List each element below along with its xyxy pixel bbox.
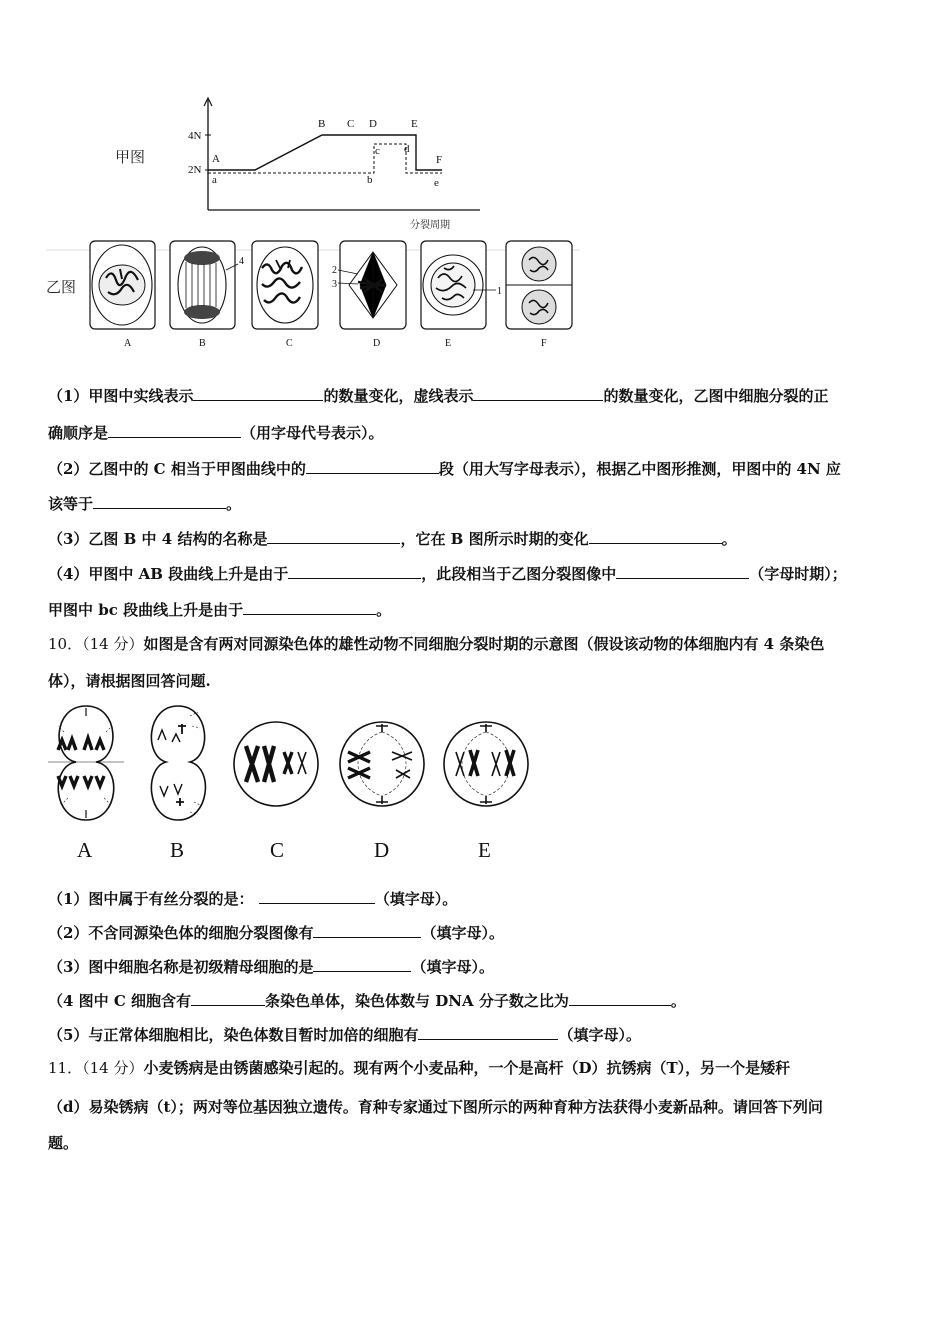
q9-2-text-a: 确顺序是: [48, 424, 109, 442]
cell-label-F: F: [541, 338, 547, 349]
q11-stem-text-2: （d）易染锈病（t）；两对等位基因独立遗传。育种专家通过下图所示的两种育种方法获得小麦新品种。请回答下列问: [48, 1098, 823, 1116]
point-B: B: [318, 118, 326, 130]
cell-F: [506, 241, 572, 329]
q9-line-6: [48, 563, 847, 584]
q10-sub-5: [48, 1024, 641, 1045]
q10-3-text-a: （3）图中细胞名称是初级精母细胞的是: [48, 958, 314, 976]
cell-diagram-B: [151, 706, 205, 820]
fig2-label-E: E: [478, 838, 491, 862]
blank[interactable]: [589, 528, 722, 544]
cell-diagram-A: [48, 706, 124, 820]
q9-line-4: [48, 493, 241, 514]
q10-number: 10．（14 分）: [48, 635, 144, 653]
q9-6-text-b: ，此段相当于乙图分裂图像中: [421, 565, 617, 583]
blank[interactable]: [191, 990, 265, 1006]
q9-line-1: [48, 385, 828, 406]
q9-1-text-c: 的数量变化，乙图中细胞分裂的正: [603, 387, 829, 405]
q9-3-text-a: （2）乙图中的 C 相当于甲图曲线中的: [48, 460, 306, 478]
q9-line-5: [48, 528, 737, 549]
blank[interactable]: [243, 599, 376, 615]
q9-7-text-b: 。: [376, 601, 392, 619]
blank[interactable]: [193, 385, 323, 401]
cell-label-C: C: [286, 338, 293, 349]
blank[interactable]: [418, 1024, 558, 1040]
cell-C: [252, 241, 318, 329]
cell-label-A: A: [124, 338, 132, 349]
blank[interactable]: [473, 385, 603, 401]
blank[interactable]: [569, 990, 671, 1006]
q10-5-text-a: （5）与正常体细胞相比，染色体数目暂时加倍的细胞有: [48, 1026, 419, 1044]
q9-2-text-b: （用字母代号表示）。: [241, 424, 384, 442]
q10-sub-4: [48, 990, 686, 1011]
q9-line-7: [48, 599, 391, 620]
point-a: a: [212, 174, 217, 186]
point-C: C: [347, 118, 355, 130]
blank[interactable]: [267, 528, 400, 544]
blank[interactable]: [93, 493, 226, 509]
point-c: c: [375, 145, 380, 157]
fig2-label-D: D: [374, 838, 390, 862]
q9-5-text-c: 。: [721, 530, 737, 548]
blank[interactable]: [306, 458, 439, 474]
jia-label: 甲图: [115, 148, 146, 166]
pointer-label-4: 4: [239, 256, 244, 267]
q9-6-text-a: （4）甲图中 AB 段曲线上升是由于: [48, 565, 289, 583]
q10-2-text-a: （2）不含同源染色体的细胞分裂图像有: [48, 924, 314, 942]
q10-5-text-b: （填字母）。: [558, 1026, 641, 1044]
q11-stem-text-3: 题。: [48, 1134, 79, 1152]
q9-4-text-a: 该等于: [48, 495, 94, 513]
cell-diagram-D: [340, 722, 424, 806]
point-e: e: [434, 177, 439, 189]
cell-label-E: E: [445, 338, 452, 349]
blank[interactable]: [288, 563, 421, 579]
blank[interactable]: [616, 563, 749, 579]
q9-7-text-a: 甲图中 bc 段曲线上升是由于: [48, 601, 244, 619]
q11-stem-2: [48, 1097, 823, 1117]
q9-5-text-b: ，它在 B 图所示时期的变化: [400, 530, 589, 548]
cell-label-D: D: [373, 338, 381, 349]
cell-label-B: B: [199, 338, 206, 349]
q9-line-2: [48, 422, 384, 443]
blank[interactable]: [313, 922, 421, 938]
q9-1-text-a: （1）甲图中实线表示: [48, 387, 194, 405]
q10-stem-1: [48, 634, 824, 654]
cell-A: [90, 241, 155, 329]
cell-E: [421, 241, 496, 329]
q10-sub-3: [48, 956, 494, 977]
yi-label: 乙图: [46, 278, 77, 296]
q9-6-text-c: （字母时期）；: [749, 565, 847, 583]
q11-stem-text-1: 小麦锈病是由锈菌感染引起的。现有两个小麦品种，一个是高杆（D）抗锈病（T），另一个是矮秆: [143, 1059, 791, 1077]
q10-stem-text-1: 如图是含有两对同源染色体的雄性动物不同细胞分裂时期的示意图（假设该动物的体细胞内有 4 条染色: [143, 635, 825, 653]
q10-1-text-a: （1）图中属于有丝分裂的是：: [48, 890, 254, 908]
q10-4-text-b: 条染色单体，染色体数与 DNA 分子数之比为: [265, 992, 569, 1010]
fig2-label-B: B: [170, 838, 185, 862]
cell-B: [170, 241, 238, 329]
y-tick-2n: 2N: [188, 164, 202, 176]
cell-diagram-E: [444, 722, 528, 806]
figure-2-cell-division: [40, 702, 540, 830]
q10-1-text-b: （填字母）。: [374, 890, 458, 908]
q10-2-text-b: （填字母）。: [421, 924, 504, 942]
q10-3-text-b: （填字母）。: [411, 958, 494, 976]
q9-4-text-b: 。: [226, 495, 242, 513]
q9-1-text-b: 的数量变化，虚线表示: [323, 387, 474, 405]
q11-stem-1: [48, 1058, 790, 1078]
figure-1-cell-cycle: [40, 92, 585, 354]
q10-4-text-a: （4 图中 C 细胞含有: [48, 992, 192, 1010]
y-tick-4n: 4N: [188, 130, 202, 142]
cell-D: [338, 241, 406, 329]
point-D: D: [369, 118, 377, 130]
q10-sub-1: [48, 888, 457, 909]
point-d: d: [404, 143, 410, 155]
q10-stem-2: [48, 671, 211, 691]
point-b: b: [367, 174, 373, 186]
q10-stem-text-2: 体），请根据图回答问题.: [48, 672, 211, 690]
x-axis-label: 分裂周期: [410, 220, 450, 231]
pointer-label-2: 2: [332, 265, 337, 276]
q9-line-3: [48, 458, 841, 479]
q11-stem-3: [48, 1133, 78, 1153]
q10-sub-2: [48, 922, 504, 943]
blank[interactable]: [313, 956, 411, 972]
fig2-label-A: A: [77, 838, 93, 862]
fig2-label-C: C: [270, 838, 285, 862]
point-E: E: [411, 118, 418, 130]
pointer-label-3: 3: [332, 279, 337, 290]
blank[interactable]: [108, 422, 241, 438]
q10-4-text-c: 。: [670, 992, 686, 1010]
cell-diagram-C: [234, 722, 318, 806]
point-F: F: [436, 154, 443, 166]
q9-3-text-b: 段（用大写字母表示），根据乙中图形推测，甲图中的 4N 应: [438, 460, 841, 478]
point-A: A: [212, 153, 220, 165]
q11-number: 11．（14 分）: [48, 1059, 144, 1077]
blank[interactable]: [259, 888, 375, 904]
q9-5-text-a: （3）乙图 B 中 4 结构的名称是: [48, 530, 268, 548]
pointer-label-1: 1: [497, 286, 502, 297]
